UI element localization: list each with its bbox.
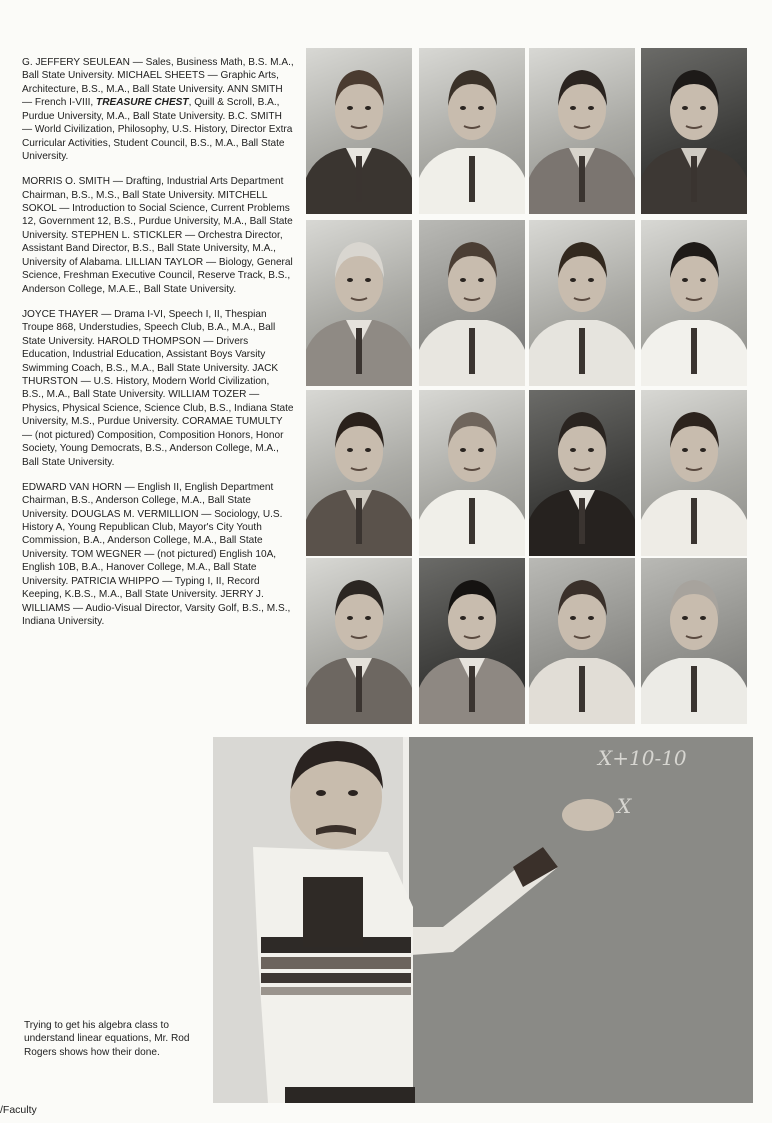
faculty-portrait-grid [306, 48, 753, 720]
faculty-portrait [419, 220, 525, 386]
bio-paragraph [22, 56, 294, 164]
faculty-portrait [419, 48, 525, 214]
bio-paragraph [22, 308, 294, 469]
faculty-portrait [306, 390, 412, 556]
chalk-mark: X [617, 794, 632, 818]
faculty-portrait [306, 48, 412, 214]
photo-caption: Trying to get his algebra class to understand linear equations, Mr. Rod Rogers shows how their done. [24, 1020, 190, 1058]
bio-text: EDWARD VAN HORN — English II, English Department Chairman, B.S., Anderson College, M.A., Ball State University. DOUGLAS M. VERMILLION — Sociology, U.S. History A, Young Republican Club, Mayor's City Youth Commission, B.A., Anderson College, M.A., Ball State University. TOM WEGNER — (not pictured) English 10A, English 10B, B.A., Hanover College, M.A., Ball State University. PATRICIA WHIPPO — Typing I, II, Record Keeping, K.B.S., M.A., Ball State University. JERRY J. WILLIAMS — Audio-Visual Director, Varsity Golf, B.S., M.S., Indiana University. [22, 481, 291, 628]
page-folio: /Faculty [0, 1104, 37, 1116]
bio-text: , Quill & Scroll, B.A., Purdue University, M.A., Ball State University. B.C. SMITH — World Civilization, Philosophy, U.S. History, Director Extra Curricular Activities, Student Council, B.S., M.A., Ball State University. [22, 97, 293, 163]
faculty-portrait [641, 48, 747, 214]
bio-text: G. JEFFERY SEULEAN — Sales, Business Math, B.S. M.A., Ball State University. MICHAEL SHEETS — Graphic Arts, Architecture, B.S., M.A., Ball State University. ANN SMITH — French I-VIII, [22, 57, 294, 109]
faculty-portrait [641, 558, 747, 724]
chalkboard-equation: X+10-10 [598, 746, 687, 770]
bio-text: MORRIS O. SMITH — Drafting, Industrial Arts Department Chairman, B.S., M.S., Ball State University. MITCHELL SOKOL — Introduction to Social Science, Current Problems 12, Government 12, B.S., Purdue University, M.A., Ball State University. STEPHEN L. STICKLER — Orchestra Director, Assistant Band Director, B.S., Ball State University, M.A., University of Alabama. LILLIAN TAYLOR — Biology, General Science, Freshman Executive Council, Reserve Track, B.S., Anderson College, M.A.E., Ball State University. [22, 176, 293, 295]
faculty-portrait [529, 48, 635, 214]
faculty-bios [22, 56, 294, 640]
faculty-portrait [419, 558, 525, 724]
publication-name: TREASURE CHEST [96, 97, 189, 109]
bio-text: JOYCE THAYER — Drama I-VI, Speech I, II, Thespian Troupe 868, Understudies, Speech Club, B.A., M.A., Ball State University. HAROLD THOMPSON — Drivers Education, Industrial Education, Assistant Boys Varsity Swimming Coach, B.S., M.A., Ball State University. JACK THURSTON — U.S. History, Modern World Civilization, B.S., M.A., Ball State University. WILLIAM TOZER — Physics, Physical Science, Science Club, B.S., Indiana State University, M.S., Purdue University. CORAMAE TUMULTY — (not pictured) Composition, Composition Honors, Honor Society, Young Democrats, B.S., Anderson College, M.A., Ball State University. [22, 308, 294, 468]
faculty-portrait [306, 220, 412, 386]
bio-paragraph [22, 175, 294, 296]
faculty-portrait [529, 390, 635, 556]
faculty-portrait [529, 558, 635, 724]
faculty-portrait [306, 558, 412, 724]
faculty-portrait [641, 220, 747, 386]
faculty-portrait [641, 390, 747, 556]
teacher-at-chalkboard-photo [213, 737, 753, 1103]
bio-paragraph [22, 481, 294, 629]
faculty-portrait [419, 390, 525, 556]
faculty-portrait [529, 220, 635, 386]
